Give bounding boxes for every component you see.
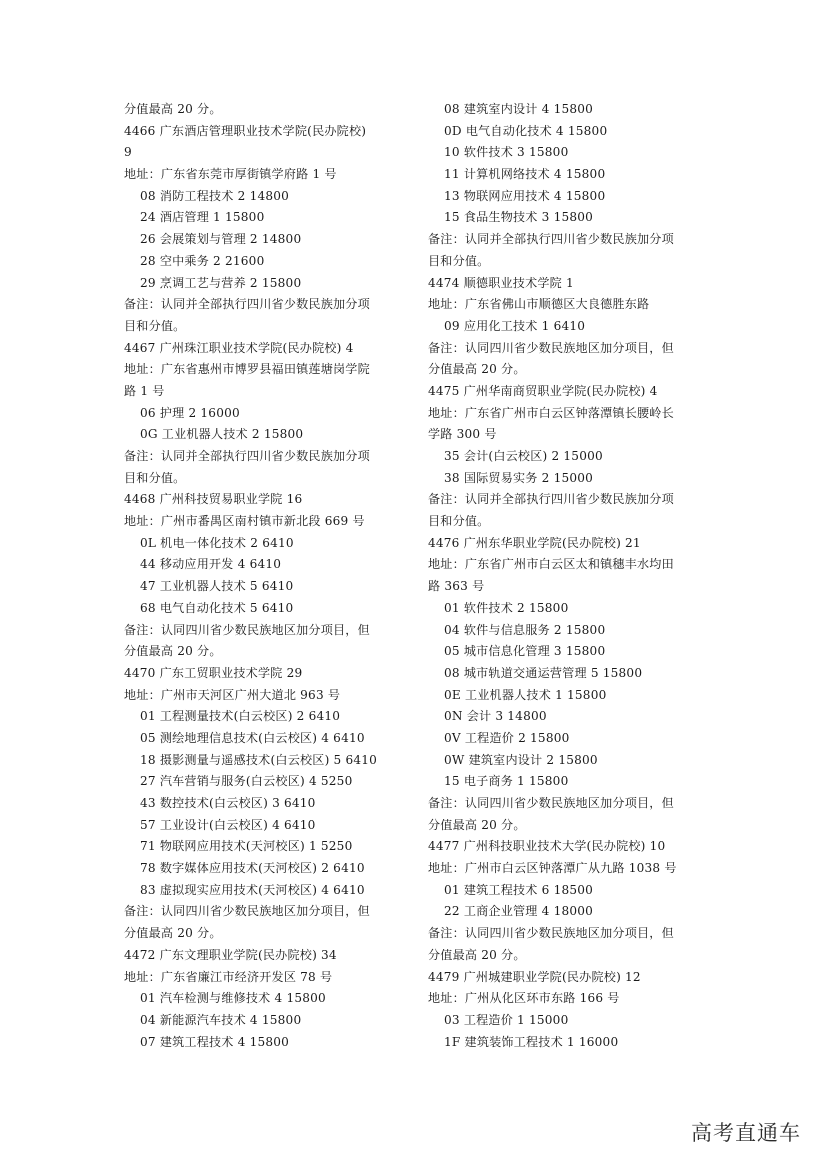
text-line: 地址：广东省广州市白云区太和镇穗丰水均田 <box>428 557 674 572</box>
text-line: 4466 广东酒店管理职业技术学院(民办院校) <box>124 123 367 138</box>
program-line: 27 汽车营销与服务(白云校区) 4 5250 <box>140 774 353 789</box>
program-line: 0D 电气自动化技术 4 15800 <box>444 123 608 138</box>
text-line: 4477 广州科技职业技术大学(民办院校) 10 <box>428 839 666 854</box>
text-line: 4472 广东文理职业学院(民办院校) 34 <box>124 947 337 962</box>
program-line: 44 移动应用开发 4 6410 <box>140 557 282 572</box>
text-line: 目和分值。 <box>428 253 490 268</box>
text-line: 地址：广州从化区环市东路 166 号 <box>428 991 620 1006</box>
program-line: 26 会展策划与管理 2 14800 <box>140 232 302 247</box>
text-line: 目和分值。 <box>124 318 186 333</box>
text-line: 分值最高 20 分。 <box>124 102 222 116</box>
program-line: 04 软件与信息服务 2 15800 <box>444 622 606 637</box>
text-line: 4475 广州华南商贸职业学院(民办院校) 4 <box>428 383 658 398</box>
program-line: 47 工业机器人技术 5 6410 <box>140 579 294 594</box>
text-line: 地址：广东省广州市白云区钟落潭镇长腰岭长 <box>428 405 674 420</box>
watermark-text: 高考直通车 <box>691 1121 801 1145</box>
left-column <box>124 99 414 1053</box>
text-line: 4474 顺德职业技术学院 1 <box>428 275 574 290</box>
program-line: 24 酒店管理 1 15800 <box>140 210 265 225</box>
program-line: 05 测绘地理信息技术(白云校区) 4 6410 <box>140 730 365 745</box>
program-line: 1F 建筑装饰工程技术 1 16000 <box>444 1034 619 1049</box>
program-line: 0V 工程造价 2 15800 <box>444 730 570 745</box>
right-column <box>428 99 718 1053</box>
program-line: 68 电气自动化技术 5 6410 <box>140 600 294 615</box>
text-line: 路 1 号 <box>124 383 165 398</box>
text-line: 备注：认同四川省少数民族地区加分项目，但 <box>428 926 674 941</box>
text-line: 分值最高 20 分。 <box>428 817 526 832</box>
text-line: 4470 广东工贸职业技术学院 29 <box>124 665 303 680</box>
program-line: 0E 工业机器人技术 1 15800 <box>444 687 607 702</box>
program-line: 07 建筑工程技术 4 15800 <box>140 1034 290 1049</box>
program-line: 11 计算机网络技术 4 15800 <box>444 167 606 182</box>
text-line: 9 <box>124 145 132 160</box>
text-line: 分值最高 20 分。 <box>124 644 222 659</box>
text-line: 地址：广州市天河区广州大道北 963 号 <box>124 687 341 702</box>
program-line: 06 护理 2 16000 <box>140 405 240 420</box>
text-line: 分值最高 20 分。 <box>428 362 526 377</box>
text-line: 备注：认同四川省少数民族地区加分项目，但 <box>124 622 370 637</box>
text-line: 分值最高 20 分。 <box>124 926 222 941</box>
program-line: 0N 会计 3 14800 <box>444 709 547 724</box>
text-line: 备注：认同四川省少数民族地区加分项目，但 <box>428 796 674 810</box>
text-line: 备注：认同并全部执行四川省少数民族加分项 <box>428 232 674 247</box>
program-line: 57 工业设计(白云校区) 4 6410 <box>140 817 316 832</box>
text-line: 备注：认同并全部执行四川省少数民族加分项 <box>428 492 674 507</box>
text-line: 目和分值。 <box>124 470 186 485</box>
program-line: 05 城市信息化管理 3 15800 <box>444 644 606 659</box>
program-line: 38 国际贸易实务 2 15000 <box>444 470 594 485</box>
program-line: 08 城市轨道交通运营管理 5 15800 <box>444 665 643 680</box>
program-line: 10 软件技术 3 15800 <box>444 145 569 160</box>
text-line: 4467 广州珠江职业技术学院(民办院校) 4 <box>124 340 354 355</box>
text-line: 地址：广东省惠州市博罗县福田镇莲塘岗学院 <box>124 362 370 377</box>
program-line: 35 会计(白云校区) 2 15000 <box>444 449 603 463</box>
program-line: 15 食品生物技术 3 15800 <box>444 210 594 225</box>
program-line: 08 建筑室内设计 4 15800 <box>444 102 594 116</box>
text-line: 地址：广州市白云区钟落潭广从九路 1038 号 <box>428 861 677 876</box>
program-line: 08 消防工程技术 2 14800 <box>140 188 290 203</box>
program-line: 0L 机电一体化技术 2 6410 <box>140 535 294 550</box>
text-line: 路 363 号 <box>428 579 485 594</box>
program-line: 01 建筑工程技术 6 18500 <box>444 882 594 897</box>
program-line: 28 空中乘务 2 21600 <box>140 253 265 268</box>
text-line: 备注：认同四川省少数民族地区加分项目，但 <box>124 904 370 919</box>
program-line: 03 工程造价 1 15000 <box>444 1012 569 1027</box>
program-line: 13 物联网应用技术 4 15800 <box>444 188 606 203</box>
program-line: 43 数控技术(白云校区) 3 6410 <box>140 796 316 810</box>
program-line: 29 烹调工艺与营养 2 15800 <box>140 275 302 290</box>
text-line: 4476 广州东华职业学院(民办院校) 21 <box>428 535 641 550</box>
program-line: 0G 工业机器人技术 2 15800 <box>140 427 304 442</box>
program-line: 01 工程测量技术(白云校区) 2 6410 <box>140 709 341 724</box>
program-line: 01 软件技术 2 15800 <box>444 600 569 615</box>
text-line: 地址：广东省佛山市顺德区大良德胜东路 <box>428 297 650 312</box>
program-line: 04 新能源汽车技术 4 15800 <box>140 1012 302 1027</box>
program-line: 22 工商企业管理 4 18000 <box>444 904 594 919</box>
program-line: 15 电子商务 1 15800 <box>444 774 569 789</box>
text-line: 分值最高 20 分。 <box>428 947 526 962</box>
text-line: 地址：广东省廉江市经济开发区 78 号 <box>124 969 333 984</box>
program-line: 18 摄影测量与遥感技术(白云校区) 5 6410 <box>140 752 378 767</box>
program-line: 71 物联网应用技术(天河校区) 1 5250 <box>140 839 353 854</box>
program-line: 09 应用化工技术 1 6410 <box>444 318 586 333</box>
program-line: 0W 建筑室内设计 2 15800 <box>444 752 598 767</box>
program-line: 83 虚拟现实应用技术(天河校区) 4 6410 <box>140 882 365 897</box>
text-line: 学路 300 号 <box>428 427 497 442</box>
text-line: 备注：认同并全部执行四川省少数民族加分项 <box>124 297 370 312</box>
text-line: 4468 广州科技贸易职业学院 16 <box>124 492 303 507</box>
text-line: 地址：广东省东莞市厚街镇学府路 1 号 <box>124 167 337 182</box>
program-line: 01 汽车检测与维修技术 4 15800 <box>140 991 326 1006</box>
text-line: 备注：认同四川省少数民族地区加分项目，但 <box>428 340 674 355</box>
text-line: 地址：广州市番禺区南村镇市新北段 669 号 <box>124 514 365 529</box>
text-line: 备注：认同并全部执行四川省少数民族加分项 <box>124 449 370 463</box>
program-line: 78 数字媒体应用技术(天河校区) 2 6410 <box>140 861 365 876</box>
text-line: 目和分值。 <box>428 514 490 529</box>
text-line: 4479 广州城建职业学院(民办院校) 12 <box>428 969 641 984</box>
